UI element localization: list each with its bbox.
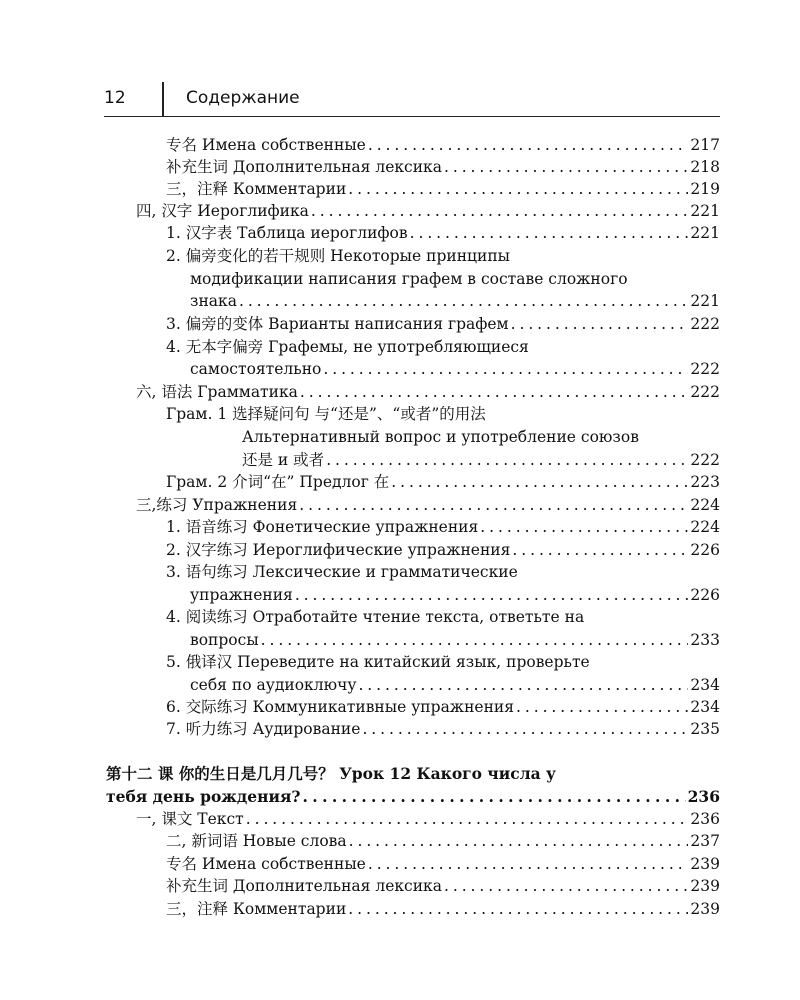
toc-entry[interactable] xyxy=(166,898,720,920)
toc-entry-page: 219 xyxy=(690,180,720,198)
dot-leader xyxy=(261,629,689,651)
chapter-page: 236 xyxy=(687,787,720,806)
toc-entry[interactable] xyxy=(166,471,720,493)
toc-entry[interactable] xyxy=(166,156,720,178)
toc-entry-page: 235 xyxy=(690,720,720,738)
dot-leader xyxy=(480,516,688,538)
toc-entry-title: 3. 偏旁的变体 Варианты написания графем xyxy=(166,315,509,333)
toc-entry-page: 236 xyxy=(690,810,720,828)
dot-leader xyxy=(239,290,688,312)
toc-entry-line[interactable] xyxy=(166,245,720,267)
dot-leader xyxy=(444,156,688,178)
toc-entry-title: вопросы xyxy=(190,631,259,649)
toc-entry-title: модификации написания графем в составе сложного xyxy=(190,270,628,288)
toc-entry-title: 还是 и 或者 xyxy=(242,451,325,469)
page-header xyxy=(104,82,720,117)
toc-entry-page: 218 xyxy=(690,158,720,176)
toc-entry-line xyxy=(190,584,720,606)
toc-entry-title: самостоятельно xyxy=(190,360,322,378)
toc-entry-title: 二, 新词语 Новые слова xyxy=(166,832,347,850)
toc-entry-page: 239 xyxy=(690,900,720,918)
toc-entry-title: 补充生词 Дополнительная лексика xyxy=(166,158,442,176)
chapter-title: 第十二 课 你的生日是几月几号？ Урок 12 Какого числа у xyxy=(106,764,556,783)
dot-leader xyxy=(348,178,688,200)
toc-entry-page: 221 xyxy=(690,292,720,310)
dot-leader xyxy=(368,853,689,875)
dot-leader xyxy=(358,674,688,696)
toc-entry-title: 专名 Имена собственные xyxy=(166,855,366,873)
toc-entry[interactable] xyxy=(166,853,720,875)
toc-entry-title: 4. 阅读练习 Отработайте чтение текста, ответьте на xyxy=(166,608,585,626)
toc-entry[interactable] xyxy=(166,313,720,335)
toc-entry-page: 233 xyxy=(690,631,720,649)
toc-entry-page: 224 xyxy=(690,518,720,536)
dot-leader xyxy=(444,875,688,897)
toc-entry-title: 2. 偏旁变化的若干规则 Некоторые принципы xyxy=(166,247,510,265)
toc-entry-line xyxy=(242,426,720,448)
toc-entry-title: 六, 语法 Грамматика xyxy=(136,383,298,401)
toc-entry-page: 223 xyxy=(690,473,720,491)
toc-entry-title: 4. 无本字偏旁 Графемы, не употребляющиеся xyxy=(166,338,529,356)
toc-entry-line xyxy=(190,290,720,312)
toc-entry-title: 三,练习 Упражнения xyxy=(136,496,298,514)
toc-entry-title: Альтернативный вопрос и употребление союзов xyxy=(242,428,639,446)
toc-entry-page: 237 xyxy=(690,832,720,850)
toc-entry-title: Грам. 2 介词“在” Предлог 在 xyxy=(166,473,390,491)
dot-leader xyxy=(349,830,689,852)
dot-leader xyxy=(362,718,688,740)
toc-entry-page: 224 xyxy=(690,496,720,514)
toc-entry-page: 239 xyxy=(690,877,720,895)
page-number: 12 xyxy=(104,88,126,108)
toc-entry-title: 3. 语句练习 Лексические и грамматические xyxy=(166,563,518,581)
dot-leader xyxy=(348,898,688,920)
toc-entry-page: 217 xyxy=(690,136,720,154)
toc-entry-title: знака xyxy=(190,292,237,310)
dot-leader xyxy=(311,200,688,222)
toc-entry[interactable] xyxy=(166,516,720,538)
toc-entry-line[interactable] xyxy=(166,403,720,425)
toc-entry-page: 222 xyxy=(690,360,720,378)
toc-entry-title: 补充生词 Дополнительная лексика xyxy=(166,877,442,895)
dot-leader xyxy=(516,696,688,718)
toc-entry-title: Грам. 1 选择疑问句 与“还是”、“或者”的用法 xyxy=(166,405,486,423)
toc-entry-page: 221 xyxy=(690,202,720,220)
toc-entry-title: 2. 汉字练习 Иероглифические упражнения xyxy=(166,541,511,559)
toc-entry-line xyxy=(190,358,720,380)
toc-entry-page: 222 xyxy=(690,315,720,333)
dot-leader xyxy=(323,358,688,380)
toc-entry-title: 三，注释 Комментарии xyxy=(166,180,347,198)
toc-entry[interactable] xyxy=(136,381,720,403)
toc-entry[interactable] xyxy=(166,875,720,897)
dot-leader xyxy=(391,471,688,493)
toc-entry[interactable] xyxy=(166,178,720,200)
dot-leader xyxy=(300,381,689,403)
toc-entry-line[interactable] xyxy=(166,651,720,673)
toc-entry-line xyxy=(242,449,720,471)
toc-entry[interactable] xyxy=(166,718,720,740)
toc-entry-page: 239 xyxy=(690,855,720,873)
toc-entry[interactable] xyxy=(166,696,720,718)
toc-entry[interactable] xyxy=(136,808,720,830)
toc-entry-line[interactable] xyxy=(166,561,720,583)
toc-entry-title: 1. 语音练习 Фонетические упражнения xyxy=(166,518,479,536)
toc-entry-title: 专名 Имена собственные xyxy=(166,136,366,154)
toc-entry-title: 7. 听力练习 Аудирование xyxy=(166,720,361,738)
toc-entry-page: 222 xyxy=(690,451,720,469)
toc-entry-page: 226 xyxy=(690,541,720,559)
toc-entry-line xyxy=(190,674,720,696)
dot-leader xyxy=(299,494,688,516)
toc-entry[interactable] xyxy=(166,830,720,852)
header-divider xyxy=(162,82,164,116)
chapter-title: тебя день рождения? xyxy=(106,787,301,806)
toc-entry-title: 1. 汉字表 Таблица иероглифов xyxy=(166,224,408,242)
toc-entry-title: 三，注释 Комментарии xyxy=(166,900,347,918)
toc-entry[interactable] xyxy=(166,222,720,244)
toc-entry-title: 四, 汉字 Иероглифика xyxy=(136,202,309,220)
header-title: Содержание xyxy=(186,88,300,108)
toc-entry-page: 222 xyxy=(690,383,720,401)
dot-leader xyxy=(246,808,689,830)
toc-entry-line xyxy=(190,268,720,290)
toc-entry[interactable] xyxy=(136,494,720,516)
toc-entry[interactable] xyxy=(136,200,720,222)
toc-entry-title: себя по аудиоключу xyxy=(190,676,357,694)
dot-leader xyxy=(326,449,688,471)
toc-entry-line[interactable] xyxy=(166,336,720,358)
dot-leader xyxy=(295,584,689,606)
toc-entry-title: 一, 课文 Текст xyxy=(136,810,244,828)
chapter-heading[interactable] xyxy=(106,763,720,785)
dot-leader xyxy=(368,134,689,156)
toc-entry[interactable] xyxy=(166,539,720,561)
toc-entry-title: 5. 俄译汉 Переведите на китайский язык, проверьте xyxy=(166,653,590,671)
toc-entry-page: 221 xyxy=(690,224,720,242)
chapter-heading xyxy=(106,786,720,808)
toc-entry-title: упражнения xyxy=(190,586,293,604)
dot-leader xyxy=(511,313,689,335)
dot-leader xyxy=(410,222,689,244)
toc-entry-page: 234 xyxy=(690,676,720,694)
toc-entry-line xyxy=(190,629,720,651)
toc-entry-page: 234 xyxy=(690,698,720,716)
dot-leader xyxy=(512,539,688,561)
toc-entry-page: 226 xyxy=(690,586,720,604)
toc-entry-title: 6. 交际练习 Коммуникативные упражнения xyxy=(166,698,515,716)
toc-entry-line[interactable] xyxy=(166,606,720,628)
dot-leader xyxy=(303,786,686,808)
toc-entry[interactable] xyxy=(166,134,720,156)
